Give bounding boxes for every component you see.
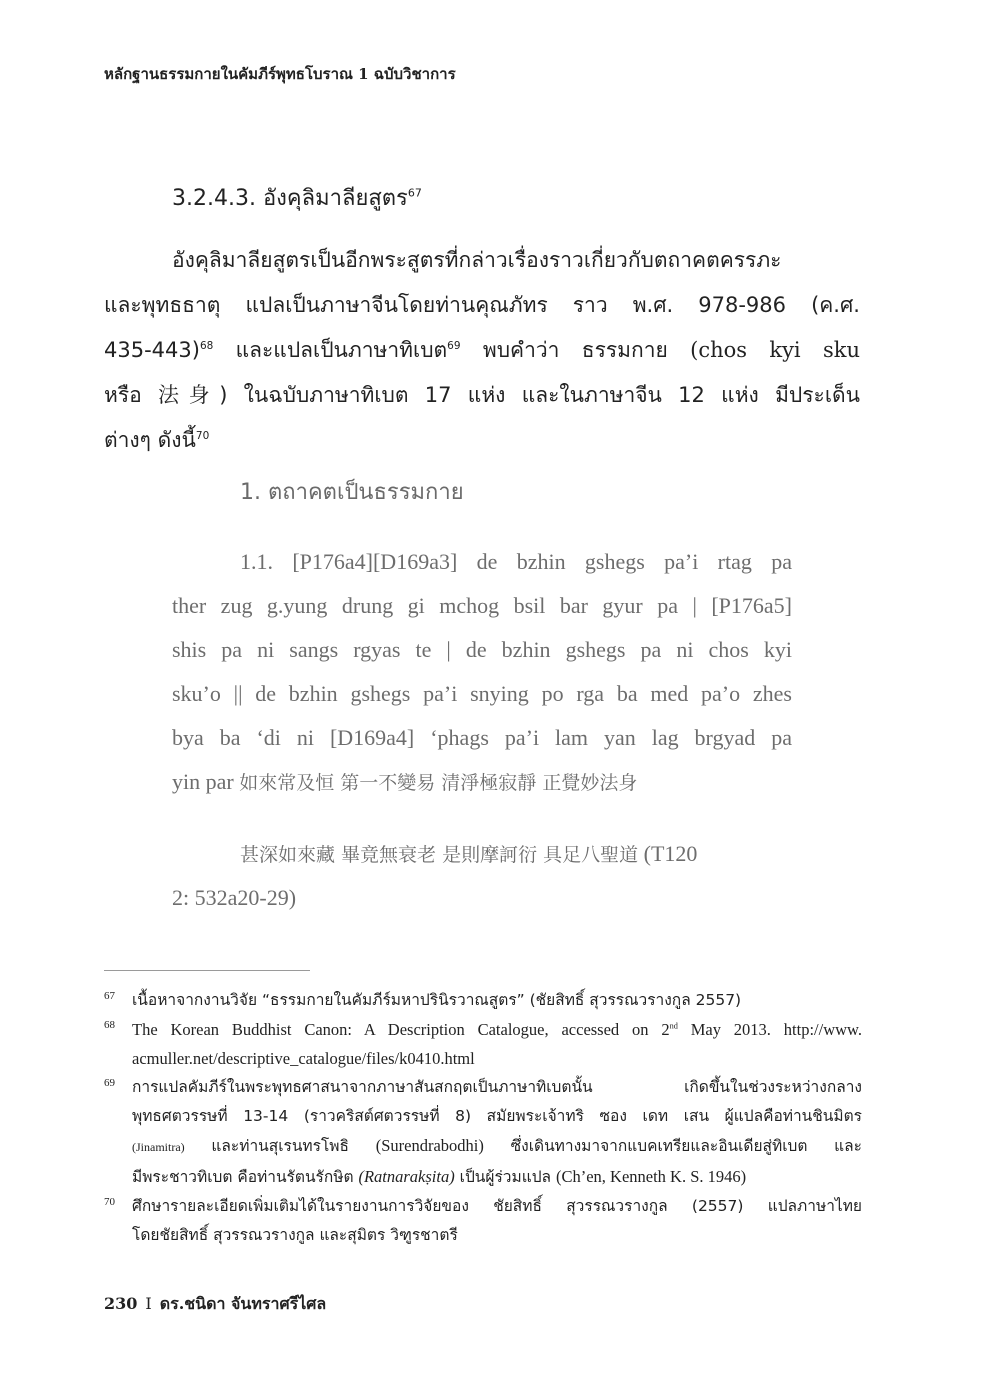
footnote-67: [104, 986, 862, 1015]
quote-line: [172, 760, 792, 804]
paragraph-line: อังคุลิมาลียสูตรเป็นอีกพระสูตรที่กล่าวเรื่องราวเกี่ยวกับตถาคตครรภะ: [172, 248, 782, 272]
citation-ref: (T120: [638, 841, 698, 866]
footnote-text: โดยชัยสิทธิ์ สุวรรณวรางกูล และสุมิตร วิฑูรชาตรี: [132, 1226, 458, 1244]
paragraph-line: [104, 328, 860, 373]
footnote-text: การแปลคัมภีร์ในพระพุทธศาสนาจากภาษาสันสกฤตเป็นภาษาทิเบตนั้น เกิดขึ้นในช่วงระหว่างกลาง: [132, 1078, 862, 1096]
quote-text: yin par: [172, 769, 240, 794]
footnote-ref-67[interactable]: 67: [407, 186, 422, 200]
footnote-text: [132, 1015, 862, 1044]
footnote-number: 69: [104, 1077, 115, 1089]
paragraph-line: และพุทธธาตุ แปลเป็นภาษาจีนโดยท่านคุณภัทร ราว พ.ศ. 978-986 (ค.ศ.: [104, 293, 860, 317]
quote-line: [172, 832, 792, 876]
footnote-text: เนื้อหาจากงานวิจัย “ธรรมกายในคัมภีร์มหาปรินิรวาณสูตร” (ชัยสิทธิ์ สุวรรณวรางกูล 2557): [132, 991, 742, 1009]
chinese-text: 如來常及恒 第一不變易 清淨極寂靜 正覺妙法身: [239, 772, 638, 794]
paragraph-line: หรือ 法身) ในฉบับภาษาทิเบต 17 แห่ง และในภาษาจีน 12 แห่ง มีประเด็น: [104, 383, 860, 407]
footnote-number: 67: [104, 990, 115, 1002]
paragraph-text: 435-443): [104, 338, 200, 362]
footnote-separator: [104, 970, 310, 971]
tibetan-term: (chos kyi sku: [690, 338, 860, 362]
quote-line: ther zug g.yung drung gi mchog bsil bar gyur pa | [P176a5]: [172, 593, 792, 618]
footnotes: [104, 986, 862, 1250]
section-heading-text: 3.2.4.3. อังคุลิมาลียสูตร: [172, 186, 408, 211]
footnote-text-part: (Ratnarakṣita): [358, 1167, 455, 1186]
quote-line: sku’o || de bzhin gshegs pa’i snying po rga ba med pa’o zhes: [172, 681, 792, 706]
footnote-text-part: เป็นผู้ร่วมแปล: [454, 1168, 556, 1186]
footnote-text: ศึกษารายละเอียดเพิ่มเติมได้ในรายงานการวิจัยของ ชัยสิทธิ์ สุวรรณวรางกูล (2557) แปลภาษาไทย: [132, 1197, 862, 1215]
footnote-ref-70[interactable]: 70: [195, 430, 210, 442]
footnote-text-part: The Korean Buddhist Canon: A Description Catalogue, accessed on 2: [132, 1020, 670, 1039]
footnote-text-part: (Ch’en, Kenneth K. S. 1946): [555, 1167, 747, 1186]
footnote-text-part: และท่านสุเรนทรโพธิ: [184, 1137, 376, 1155]
quote-line: 1.1. [P176a4][D169a3] de bzhin gshegs pa’i rtag pa: [240, 549, 792, 574]
footnote-text-part: (Surendrabodhi): [375, 1136, 484, 1155]
footnote-text-part: (Jinamitra): [132, 1140, 185, 1154]
paragraph-line: [104, 418, 860, 463]
author-name: ดร.ชนิดา จันทราศรีไศล: [159, 1294, 327, 1313]
footnote-ref-69[interactable]: 69: [447, 340, 461, 352]
footnote-text: พุทธศตวรรษที่ 13-14 (ราวคริสต์ศตวรรษที่ 8) สมัยพระเจ้าทริ ซอง เดท เสน ผู้แปลคือท่านชินมิตร: [132, 1107, 862, 1125]
ordinal-suffix: nd: [669, 1021, 678, 1031]
footnote-ref-68[interactable]: 68: [199, 340, 214, 352]
footnote-url[interactable]: acmuller.net/descriptive_catalogue/files/k0410.html: [132, 1049, 475, 1068]
chinese-text: 甚深如來藏 畢竟無衰老 是則摩訶衍 具足八聖道: [240, 844, 639, 866]
quote-line: 2: 532a20-29): [172, 885, 297, 910]
footnote-text: [132, 1131, 862, 1162]
footnote-69: [104, 1073, 862, 1192]
footnote-68: [104, 1015, 862, 1073]
body-paragraph: [104, 238, 860, 463]
section-heading: [172, 180, 422, 215]
footer-separator: I: [145, 1294, 152, 1313]
running-header: หลักฐานธรรมกายในคัมภีร์พุทธโบราณ 1 ฉบับวิชาการ: [104, 65, 456, 83]
footnote-70: [104, 1192, 862, 1250]
footnote-url[interactable]: May 2013. http://www.: [677, 1020, 862, 1039]
paragraph-text: และแปลเป็นภาษาทิเบต: [213, 338, 448, 362]
page-footer: [104, 1292, 326, 1317]
quote-block-chinese: [172, 832, 792, 920]
quote-line: shis pa ni sangs rgyas te | de bzhin gshegs pa ni chos kyi: [172, 637, 792, 662]
footnote-number: 70: [104, 1196, 115, 1208]
footnote-text-part: มีพระชาวทิเบต คือท่านรัตนรักษิต: [132, 1168, 359, 1186]
paragraph-text: ต่างๆ ดังนี้: [104, 428, 196, 452]
footnote-text-part: ซึ่งเดินทางมาจากแบคเทรียและอินเดียสู่ทิเบต และ: [483, 1137, 862, 1155]
paragraph-text: พบคำว่า ธรรมกาย: [460, 338, 691, 362]
quote-line: bya ba ‘di ni [D169a4] ‘phags pa’i lam yan lag brgyad pa: [172, 725, 792, 750]
quote-block: [172, 540, 792, 804]
page-number: 230: [104, 1294, 138, 1313]
footnote-number: 68: [104, 1019, 115, 1031]
list-item-heading: 1. ตถาคตเป็นธรรมกาย: [240, 480, 464, 505]
footnote-text: [132, 1162, 862, 1192]
